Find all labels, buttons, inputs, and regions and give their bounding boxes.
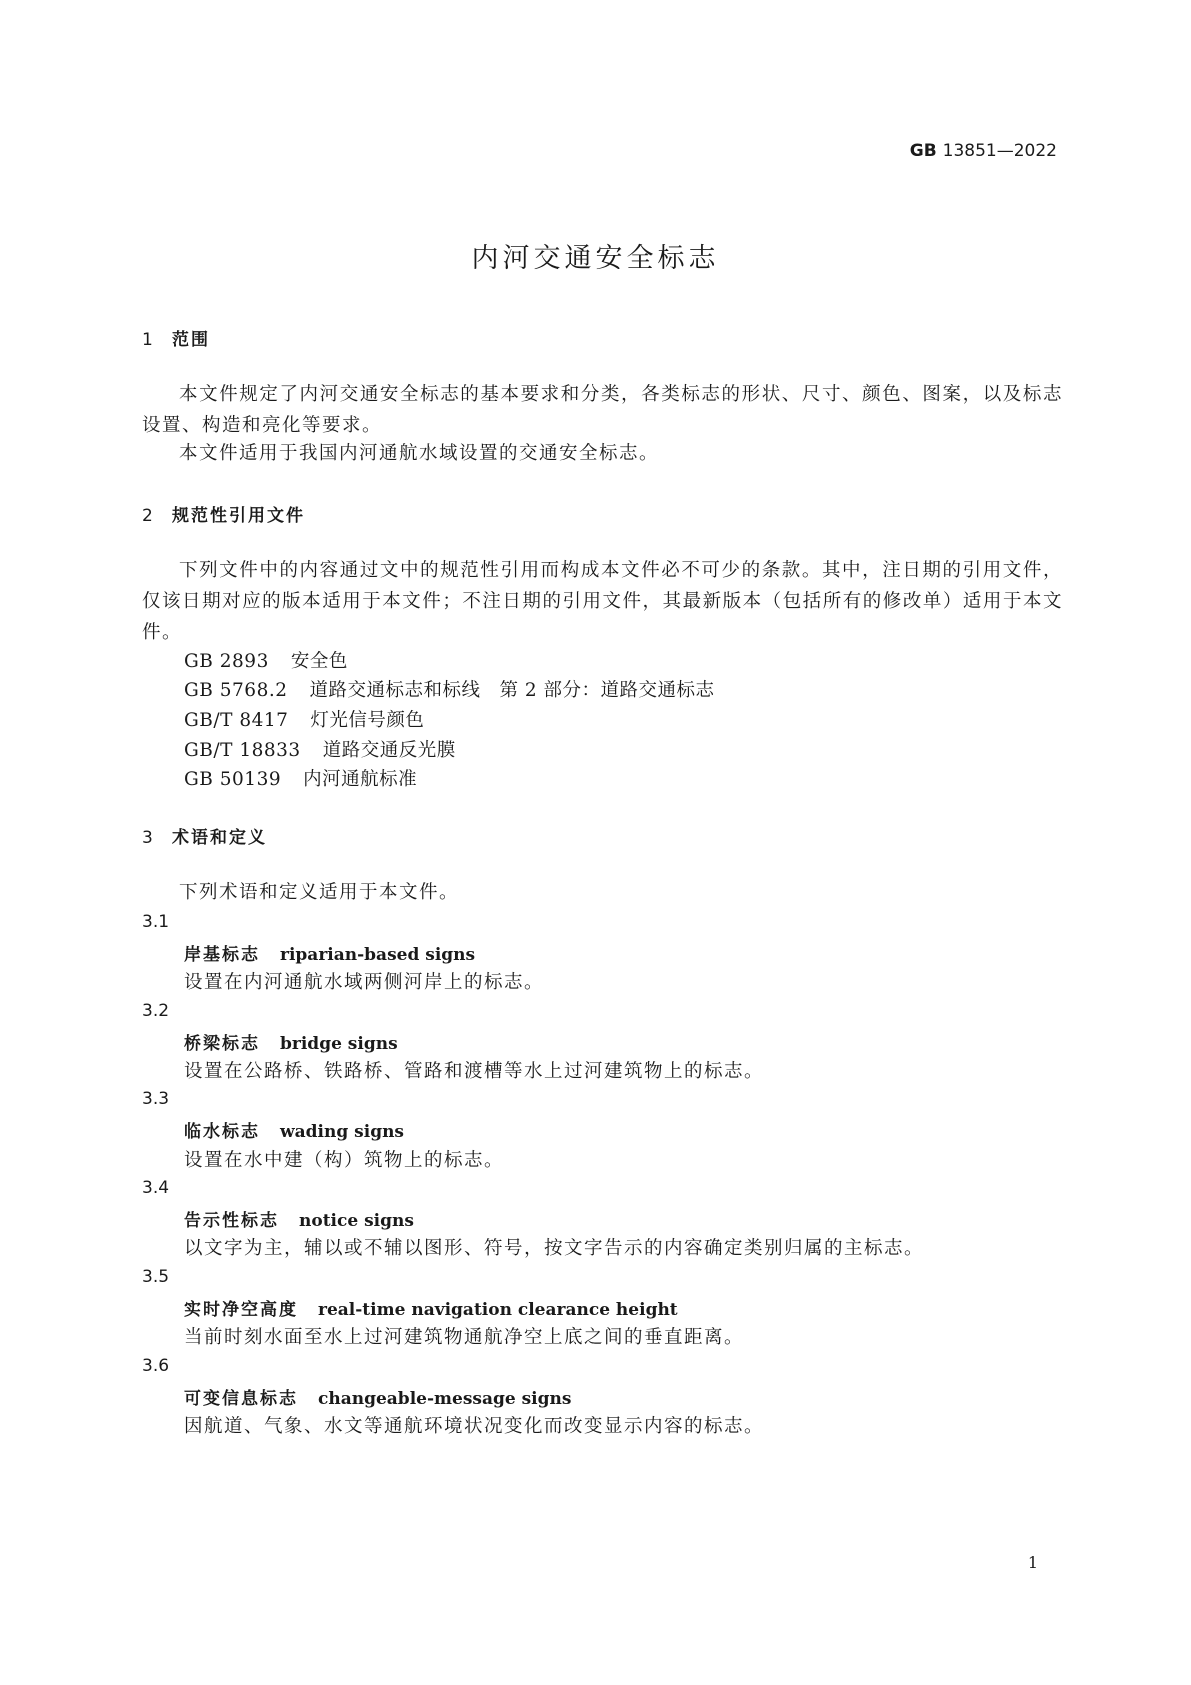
reference-code: GB 2893 bbox=[184, 651, 269, 672]
scope-paragraph-2: 本文件适用于我国内河通航水域设置的交通安全标志。 bbox=[179, 443, 660, 464]
section-number: 1 bbox=[142, 330, 153, 350]
term-english: notice signs bbox=[299, 1211, 414, 1231]
references-intro: 下列文件中的内容通过文中的规范性引用而构成本文件必不可少的条款。其中，注日期的引用文件，仅该日期对应的版本适用于本文件；不注日期的引用文件，其最新版本（包括所有的修改单）适用于本文件。 bbox=[142, 560, 1063, 643]
section-title: 术语和定义 bbox=[172, 828, 267, 848]
terms-intro: 下列术语和定义适用于本文件。 bbox=[179, 882, 460, 903]
term-definition: 设置在公路桥、铁路桥、管路和渡槽等水上过河建筑物上的标志。 bbox=[184, 1061, 765, 1082]
page-number: 1 bbox=[1027, 1553, 1038, 1572]
reference-code: GB 5768.2 bbox=[184, 680, 288, 701]
standard-number: 13851—2022 bbox=[942, 141, 1057, 161]
term-definition: 以文字为主，辅以或不辅以图形、符号，按文字告示的内容确定类别归属的主标志。 bbox=[184, 1238, 925, 1259]
term-english: wading signs bbox=[280, 1122, 405, 1142]
reference-title: 内河通航标准 bbox=[303, 769, 418, 790]
term-chinese: 告示性标志 bbox=[184, 1211, 279, 1231]
reference-title: 灯光信号颜色 bbox=[310, 710, 425, 731]
reference-item bbox=[184, 676, 715, 702]
term-chinese: 实时净空高度 bbox=[184, 1300, 298, 1320]
term-number: 3.6 bbox=[142, 1356, 170, 1376]
section-title: 规范性引用文件 bbox=[172, 506, 305, 526]
term-chinese: 桥梁标志 bbox=[184, 1034, 260, 1054]
document-title: 内河交通安全标志 bbox=[471, 243, 720, 274]
term-heading bbox=[184, 1117, 404, 1142]
reference-title: 道路交通标志和标线 第 2 部分：道路交通标志 bbox=[309, 680, 715, 701]
term-heading bbox=[184, 940, 475, 965]
term-english: bridge signs bbox=[280, 1034, 398, 1054]
reference-item bbox=[184, 736, 456, 762]
reference-item bbox=[184, 765, 417, 791]
section-2-heading bbox=[142, 501, 305, 526]
section-number: 2 bbox=[142, 506, 153, 526]
reference-item bbox=[184, 647, 348, 673]
scope-paragraph-1: 本文件规定了内河交通安全标志的基本要求和分类，各类标志的形状、尺寸、颜色、图案，以及标志设置、构造和亮化等要求。 bbox=[142, 384, 1063, 436]
term-definition: 因航道、气象、水文等通航环境状况变化而改变显示内容的标志。 bbox=[184, 1416, 765, 1437]
term-definition: 设置在内河通航水域两侧河岸上的标志。 bbox=[184, 972, 545, 993]
term-heading bbox=[184, 1029, 398, 1054]
section-1-heading bbox=[142, 325, 210, 350]
term-number: 3.1 bbox=[142, 912, 170, 932]
term-chinese: 临水标志 bbox=[184, 1122, 260, 1142]
term-heading bbox=[184, 1206, 414, 1231]
reference-code: GB/T 18833 bbox=[184, 740, 301, 761]
standard-code bbox=[910, 141, 1057, 161]
reference-title: 道路交通反光膜 bbox=[322, 740, 456, 761]
term-english: real-time navigation clearance height bbox=[318, 1300, 678, 1320]
term-heading bbox=[184, 1295, 678, 1320]
term-english: changeable-message signs bbox=[318, 1389, 572, 1409]
reference-title: 安全色 bbox=[290, 651, 348, 672]
term-definition: 设置在水中建（构）筑物上的标志。 bbox=[184, 1150, 505, 1171]
term-chinese: 岸基标志 bbox=[184, 945, 260, 965]
section-title: 范围 bbox=[172, 330, 210, 350]
term-number: 3.3 bbox=[142, 1089, 170, 1109]
term-chinese: 可变信息标志 bbox=[184, 1389, 298, 1409]
term-definition: 当前时刻水面至水上过河建筑物通航净空上底之间的垂直距离。 bbox=[184, 1327, 745, 1348]
reference-code: GB/T 8417 bbox=[184, 710, 289, 731]
term-number: 3.4 bbox=[142, 1178, 170, 1198]
term-heading bbox=[184, 1384, 571, 1409]
standard-prefix: GB bbox=[909, 141, 937, 161]
section-number: 3 bbox=[142, 828, 153, 848]
term-number: 3.5 bbox=[142, 1267, 170, 1287]
section-3-heading bbox=[142, 823, 267, 848]
term-number: 3.2 bbox=[142, 1001, 170, 1021]
term-english: riparian-based signs bbox=[280, 945, 476, 965]
reference-code: GB 50139 bbox=[184, 769, 282, 790]
reference-item bbox=[184, 706, 424, 732]
